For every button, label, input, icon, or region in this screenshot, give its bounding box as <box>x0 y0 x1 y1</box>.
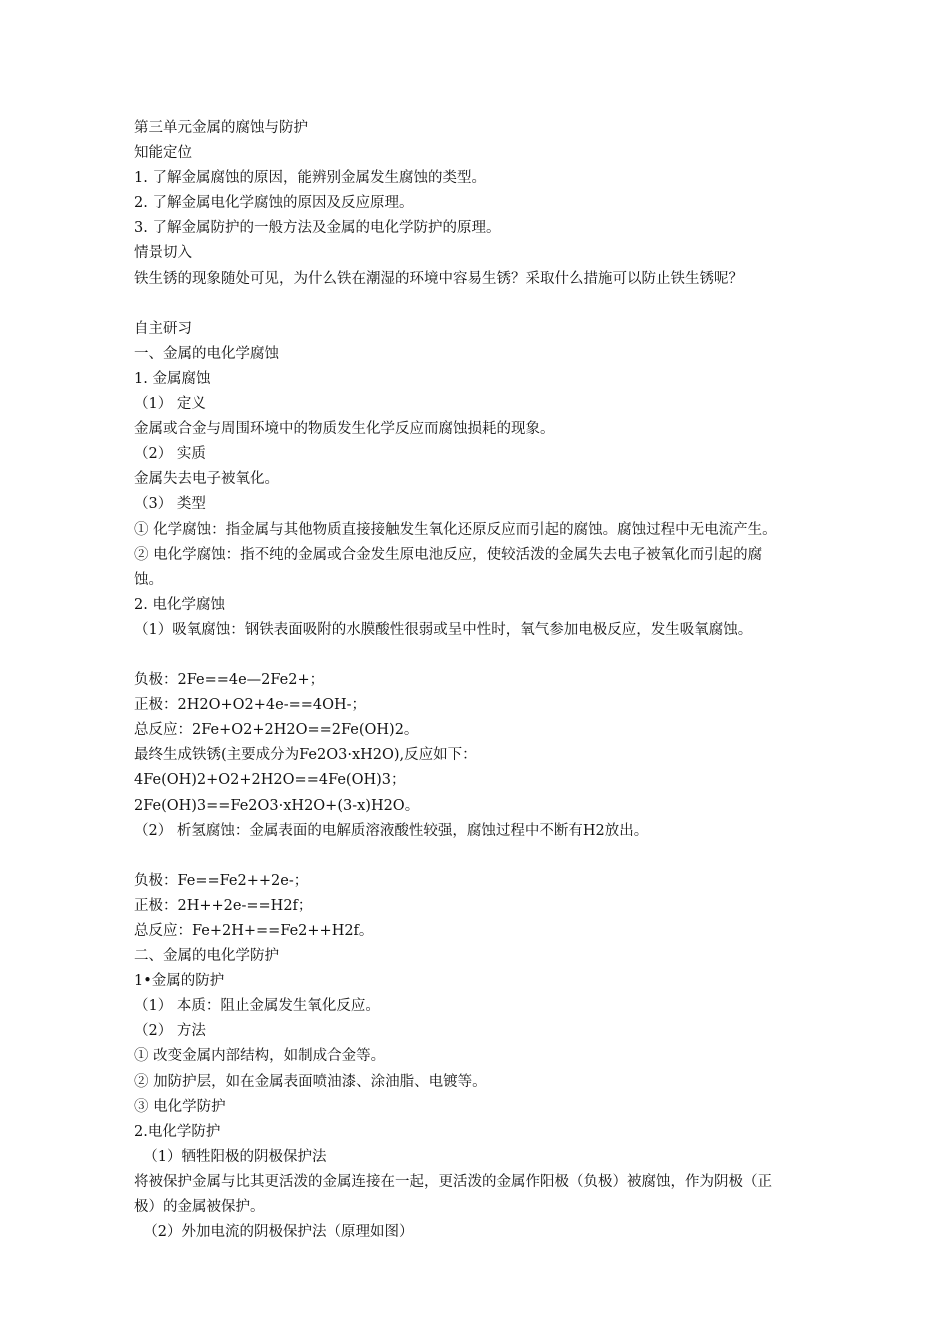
item-heading: 1•金属的防护 <box>134 973 225 990</box>
equation-line: 总反应：Fe+2H+==Fe2++H2f。 <box>134 923 374 939</box>
list-item: ① 化学腐蚀：指金属与其他物质直接接触发生氧化还原反应而引起的腐蚀。腐蚀过程中无电流产生。 <box>134 521 777 538</box>
equation-line: 2Fe(OH)3==Fe2O3·xH2O+(3-x)H2O。 <box>134 797 420 814</box>
section-heading: 情景切入 <box>134 245 192 262</box>
sub-item: （1） 本质：阻止金属发生氧化反应。 <box>134 998 380 1015</box>
subsection-heading: 一、金属的电化学腐蚀 <box>134 345 279 362</box>
equation-line: 负极：2Fe==4e—2Fe2+； <box>134 672 325 689</box>
item-heading: 2. 电化学腐蚀 <box>134 596 225 613</box>
paragraph: 最终生成铁锈(主要成分为Fe2O3·xH2O),反应如下： <box>134 747 477 764</box>
sub-item-heading: （2） 方法 <box>134 1023 206 1040</box>
sub-item: （2） 析氢腐蚀：金属表面的电解质溶液酸性较强，腐蚀过程中不断有H2放出。 <box>134 822 649 839</box>
paragraph: 铁生锈的现象随处可见，为什么铁在潮湿的环境中容易生锈？采取什么措施可以防止铁生锈呢？ <box>134 270 743 287</box>
equation-line: 负极：Fe==Fe2++2e-； <box>134 872 309 889</box>
sub-item-heading: （1）牺牲阳极的阴极保护法 <box>134 1148 327 1165</box>
equation-line: 正极：2H++2e-==H2f； <box>134 897 313 914</box>
document-title: 第三单元金属的腐蚀与防护 <box>134 120 308 136</box>
sub-item-heading: （3） 类型 <box>134 496 206 513</box>
blank-line <box>134 844 854 869</box>
paragraph: 金属或合金与周围环境中的物质发生化学反应而腐蚀损耗的现象。 <box>134 421 555 438</box>
objective-item: 3. 了解金属防护的一般方法及金属的电化学防护的原理。 <box>134 220 501 237</box>
list-item: ② 加防护层，如在金属表面喷油漆、涂油脂、电镀等。 <box>134 1073 487 1090</box>
document-body <box>134 116 854 1245</box>
section-heading: 自主研习 <box>134 320 192 337</box>
paragraph: 金属失去电子被氧化。 <box>134 471 279 488</box>
section-heading: 知能定位 <box>134 145 192 162</box>
equation-line: 总反应：2Fe+O2+2H2O==2Fe(OH)2。 <box>134 722 419 739</box>
item-heading: 1. 金属腐蚀 <box>134 370 211 387</box>
objective-item: 2. 了解金属电化学腐蚀的原因及反应原理。 <box>134 195 414 212</box>
list-item: ② 电化学腐蚀：指不纯的金属或合金发生原电池反应，使较活泼的金属失去电子被氧化而引起的腐 <box>134 546 763 563</box>
list-item: ③ 电化学防护 <box>134 1098 226 1115</box>
paragraph: 将被保护金属与比其更活泼的金属连接在一起，更活泼的金属作阳极（负极）被腐蚀，作为阴极（正 <box>134 1173 772 1190</box>
blank-line <box>134 292 854 317</box>
sub-item-heading: （2） 实质 <box>134 446 206 463</box>
sub-item: （1）吸氧腐蚀：钢铁表面吸附的水膜酸性很弱或呈中性时，氧气参加电极反应，发生吸氧腐蚀。 <box>134 621 753 638</box>
sub-item-heading: （1） 定义 <box>134 396 206 413</box>
objective-item: 1. 了解金属腐蚀的原因，能辨别金属发生腐蚀的类型。 <box>134 170 486 187</box>
list-item: ① 改变金属内部结构，如制成合金等。 <box>134 1048 386 1065</box>
blank-line <box>134 643 854 668</box>
subsection-heading: 二、金属的电化学防护 <box>134 948 279 965</box>
sub-item-heading: （2）外加电流的阴极保护法（原理如图） <box>134 1224 414 1241</box>
equation-line: 正极：2H2O+O2+4e-==4OH-； <box>134 697 367 714</box>
paragraph-continuation: 极）的金属被保护。 <box>134 1199 265 1216</box>
list-item-continuation: 蚀。 <box>134 571 163 588</box>
item-heading: 2.电化学防护 <box>134 1123 221 1140</box>
equation-line: 4Fe(OH)2+O2+2H2O==4Fe(OH)3； <box>134 772 406 789</box>
